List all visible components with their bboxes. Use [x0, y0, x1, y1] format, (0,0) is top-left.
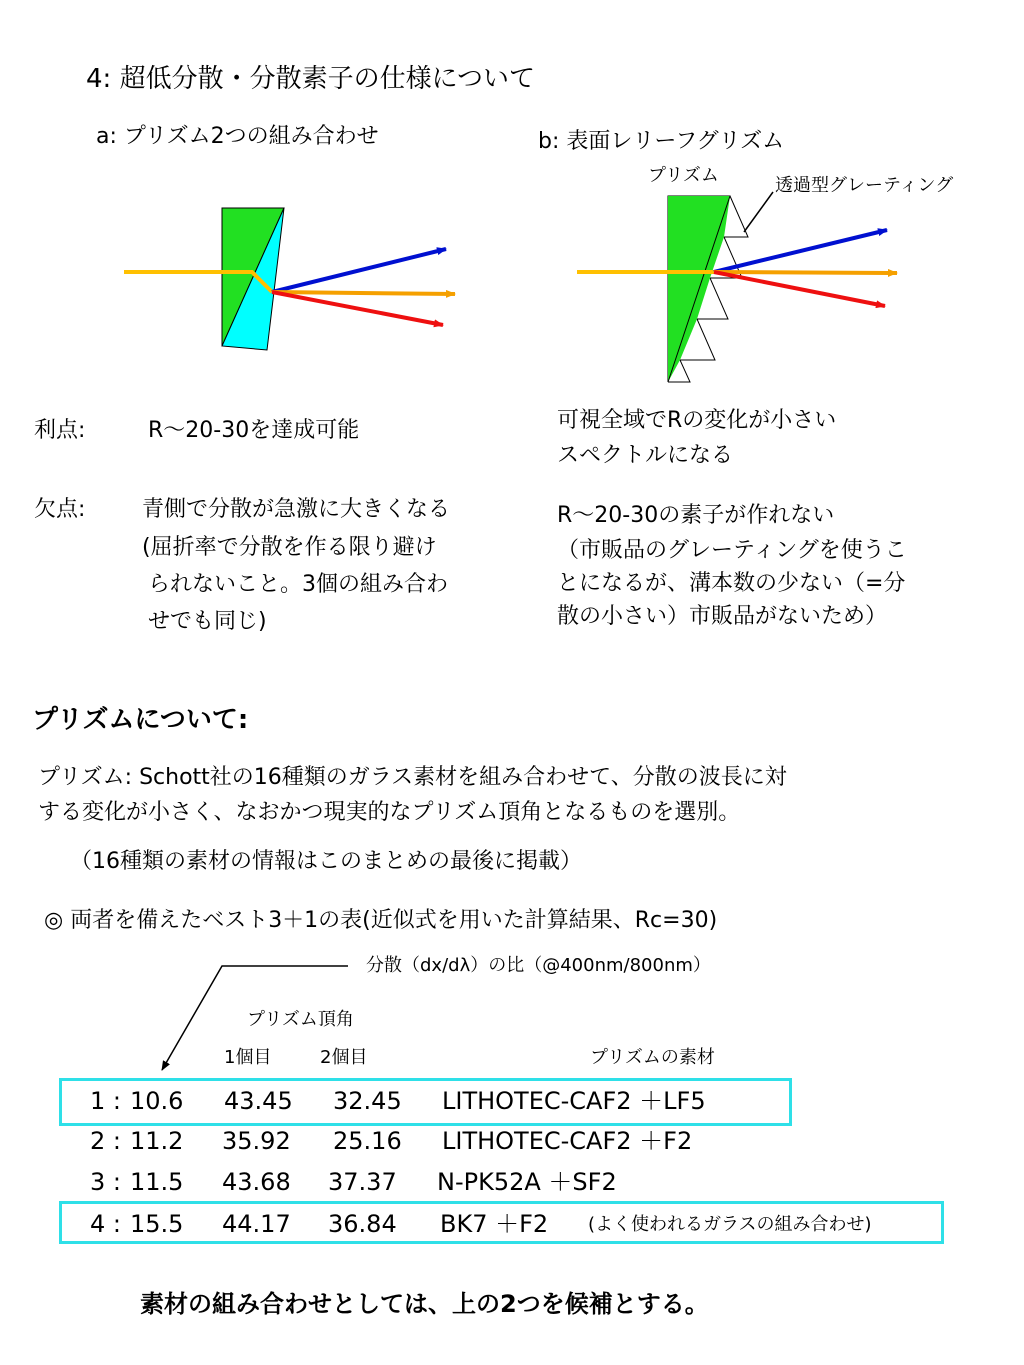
row-ratio: 15.5: [130, 1210, 184, 1238]
prism-heading: プリズムについて:: [32, 705, 249, 735]
demerit-line-b: とになるが、溝本数の少ない（=分: [557, 571, 906, 596]
demerit-line-b: 散の小さい）市販品がないため）: [557, 604, 888, 629]
best-title: ◎ 両者を備えたベスト3＋1の表(近似式を用いた計算結果、Rc=30): [44, 908, 718, 933]
demerit-line-b: （市販品のグレーティングを使うこ: [557, 538, 907, 563]
row-index: 3 :: [90, 1168, 121, 1196]
grism-diagram: [577, 192, 897, 382]
row-material: LITHOTEC-CAF2 ＋F2: [442, 1127, 693, 1155]
section-title: 4: 超低分散・分散素子の仕様について: [86, 64, 536, 94]
option-a-label: a: プリズム2つの組み合わせ: [96, 124, 379, 149]
row-angle-first: 35.92: [222, 1127, 291, 1155]
grating-pointer: [744, 192, 773, 232]
demerit-line-a: せでも同じ): [148, 609, 267, 634]
demerit-line-b: R～20-30の素子が作れない: [557, 503, 835, 528]
demerit-label-a: 欠点:: [34, 497, 86, 522]
demerit-line-a: (屈折率で分散を作る限り避け: [142, 535, 437, 560]
conclusion: 素材の組み合わせとしては、上の2つを候補とする。: [140, 1290, 709, 1318]
row-material: N-PK52A ＋SF2: [437, 1168, 617, 1196]
orange-ray-a: [272, 292, 455, 294]
red-ray-a: [272, 292, 443, 325]
row-note: (よく使われるガラスの組み合わせ): [588, 1214, 872, 1235]
row-angle-second: 32.45: [333, 1087, 402, 1115]
merit-label-a: 利点:: [34, 418, 86, 443]
merit-text-a: R～20-30を達成可能: [148, 418, 360, 443]
col-header-second: 2個目: [320, 1047, 368, 1068]
row-angle-second: 36.84: [328, 1210, 397, 1238]
row-material: LITHOTEC-CAF2 ＋LF5: [442, 1087, 706, 1115]
demerit-line-a: られないこと。3個の組み合わ: [148, 572, 448, 597]
orange-ray-b: [714, 272, 897, 273]
row-angle-first: 43.68: [222, 1168, 291, 1196]
merit-line-b: スペクトルになる: [557, 443, 734, 468]
option-b-label: b: 表面レリーフグリズム: [538, 129, 785, 154]
row-index: 1 :: [90, 1087, 121, 1115]
prism-desc-line: プリズム: Schott社の16種類のガラス素材を組み合わせて、分散の波長に対: [38, 765, 787, 790]
blue-ray-a: [272, 249, 446, 292]
prism-label: プリズム: [648, 165, 719, 186]
row-angle-second: 37.37: [328, 1168, 397, 1196]
row-angle-first: 43.45: [224, 1087, 293, 1115]
row-ratio: 11.5: [130, 1168, 184, 1196]
row-angle-second: 25.16: [333, 1127, 402, 1155]
dispersion-ratio-label: 分散（dx/dλ）の比（@400nm/800nm）: [366, 955, 711, 976]
merit-line-b: 可視全域でRの変化が小さい: [557, 408, 837, 433]
row-angle-first: 44.17: [222, 1210, 291, 1238]
apex-angle-label: プリズム頂角: [247, 1009, 354, 1030]
row-ratio: 11.2: [130, 1127, 184, 1155]
row-index: 2 :: [90, 1127, 121, 1155]
demerit-line-a: 青側で分散が急激に大きくなる: [142, 497, 451, 522]
prism-pair-diagram: [124, 208, 455, 350]
grating-label: 透過型グレーティング: [775, 175, 954, 196]
row-index: 4 :: [90, 1210, 121, 1238]
row-material: BK7 ＋F2: [440, 1210, 549, 1238]
col-header-first: 1個目: [224, 1047, 272, 1068]
prism-note: （16種類の素材の情報はこのまとめの最後に掲載）: [70, 849, 582, 874]
row-ratio: 10.6: [130, 1087, 184, 1115]
col-header-material: プリズムの素材: [590, 1047, 715, 1068]
prism-desc-line: する変化が小さく、なおかつ現実的なプリズム頂角となるものを選別。: [38, 800, 741, 825]
red-ray-b: [714, 272, 885, 306]
